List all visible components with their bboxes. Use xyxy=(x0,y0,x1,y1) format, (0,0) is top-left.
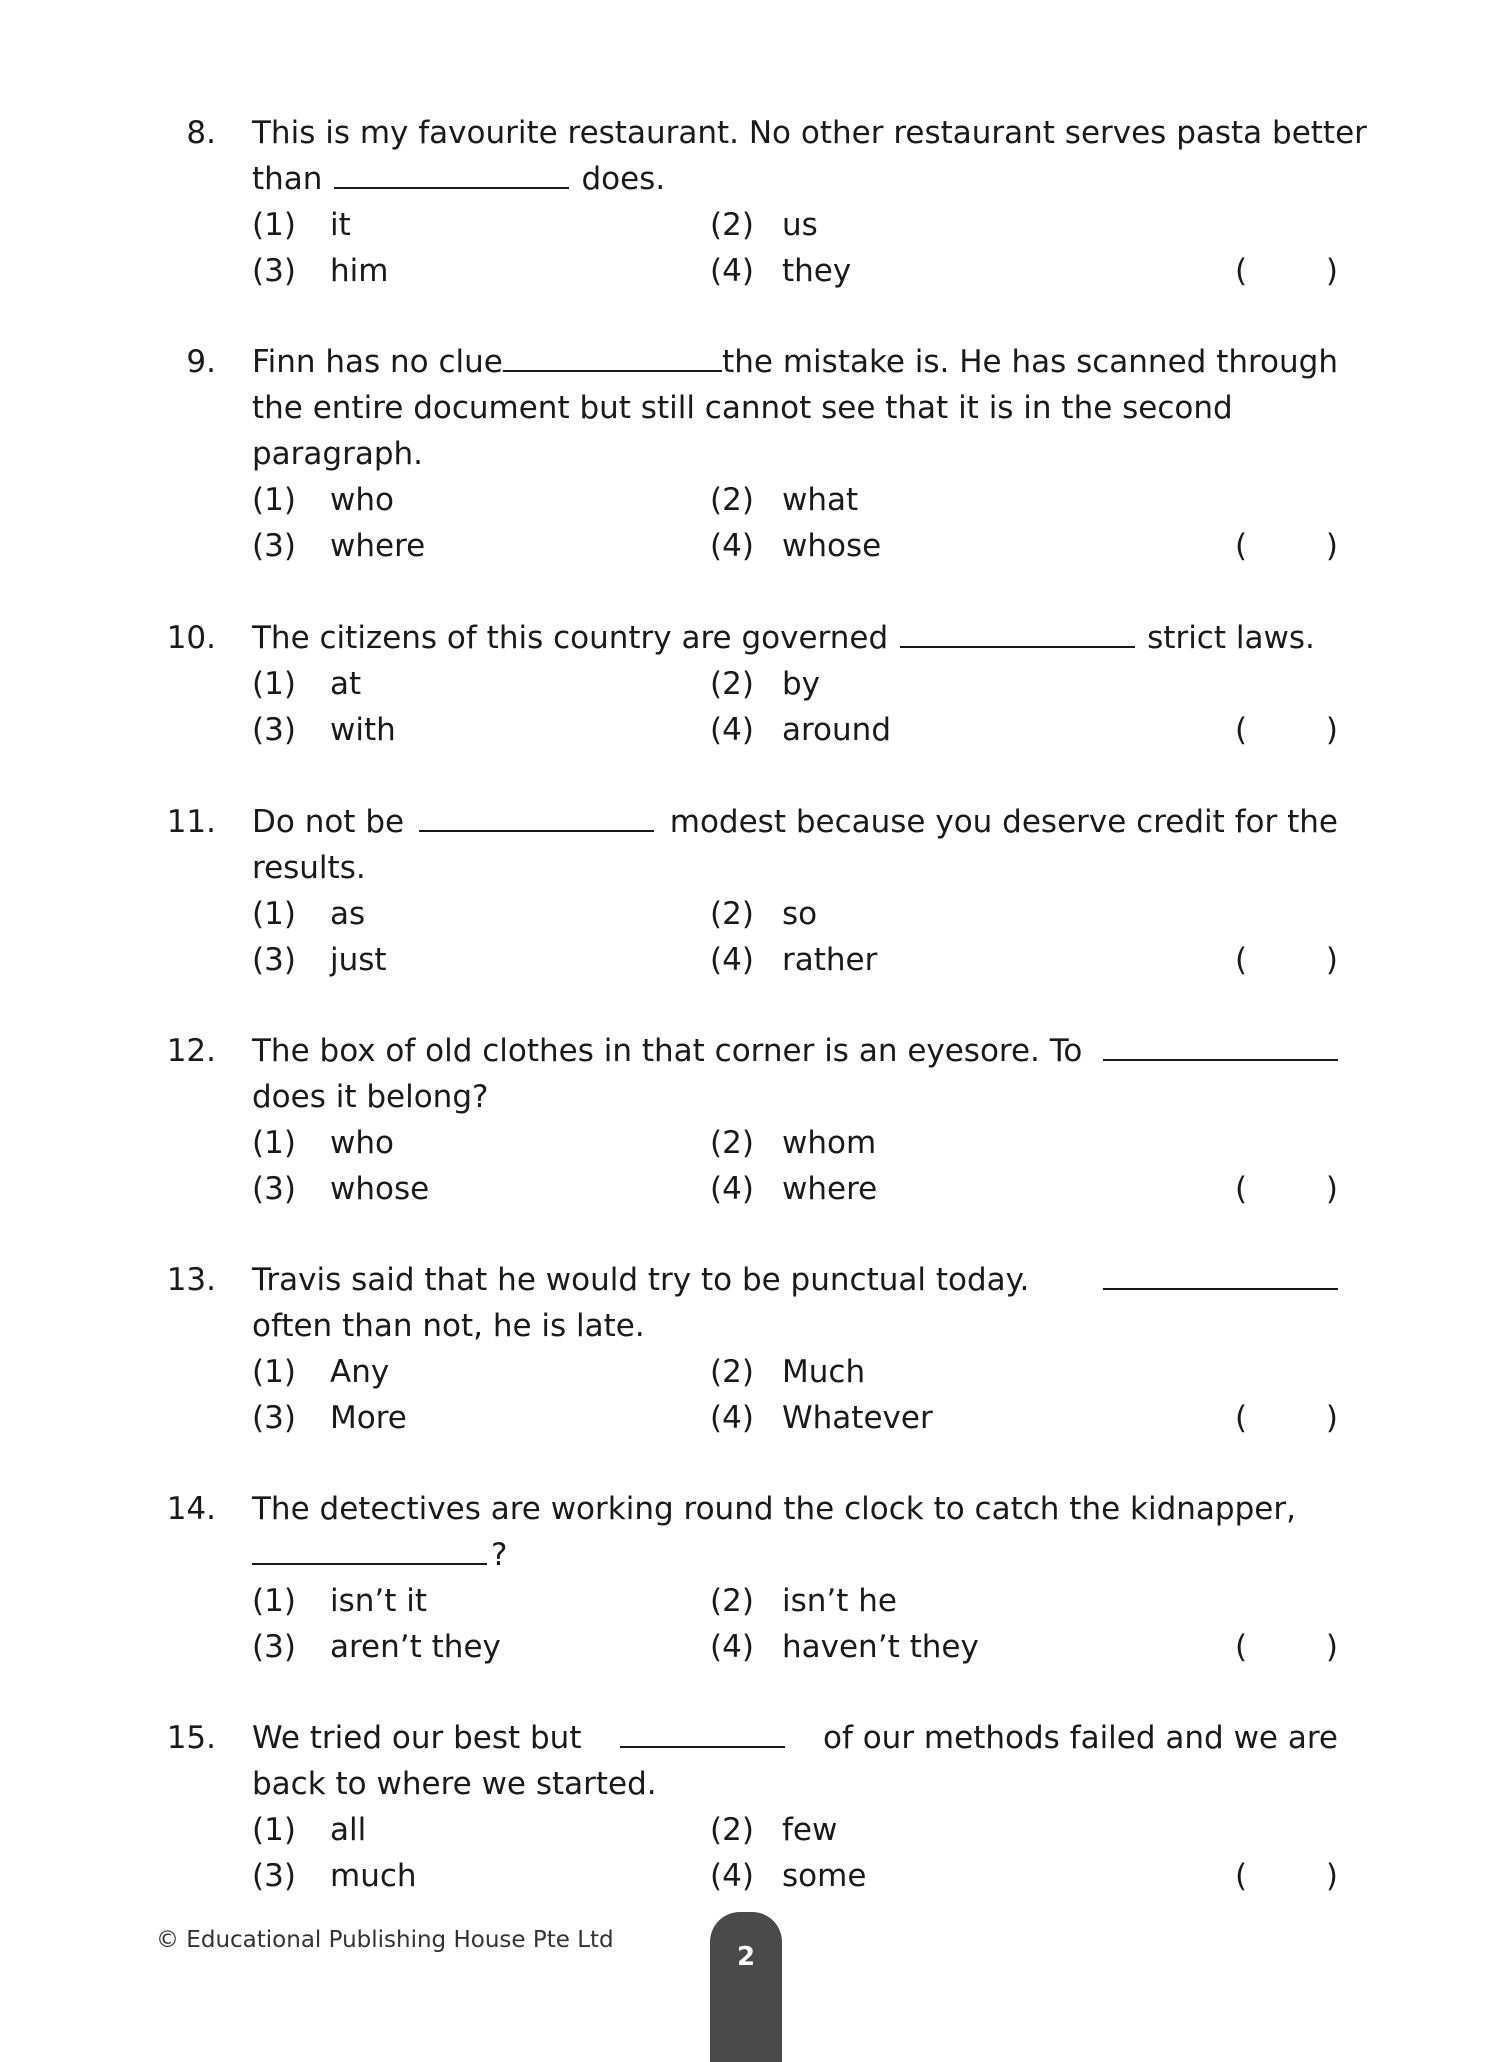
question-text-line xyxy=(252,1308,657,1344)
question-text: Travis said that he would try to be punctual today. xyxy=(252,1262,1030,1298)
question-text: strict laws. xyxy=(1147,620,1315,656)
question-number: 12. xyxy=(166,1033,216,1069)
answer-blank xyxy=(334,187,569,189)
option-text: so xyxy=(782,896,818,932)
option-text: Whatever xyxy=(782,1400,933,1436)
answer-bracket[interactable]: ( ) xyxy=(1235,712,1339,748)
option-number: (1) xyxy=(252,896,296,932)
option-text: it xyxy=(330,207,351,243)
question-text-line xyxy=(252,1079,500,1115)
question-number: 13. xyxy=(166,1262,216,1298)
answer-bracket[interactable]: ( ) xyxy=(1235,253,1339,289)
page-number: 2 xyxy=(736,1942,756,1972)
option-number: (2) xyxy=(710,1125,754,1161)
option-number: (1) xyxy=(252,666,296,702)
option-text: few xyxy=(782,1812,838,1848)
option-number: (1) xyxy=(252,1354,296,1390)
option-text: isn’t he xyxy=(782,1583,897,1619)
question-text-line xyxy=(252,850,378,886)
option-text: just xyxy=(330,942,387,978)
question-text-line xyxy=(252,161,677,197)
answer-blank xyxy=(252,1563,487,1565)
option-number: (2) xyxy=(710,1812,754,1848)
option-text: whose xyxy=(782,528,882,564)
option-number: (1) xyxy=(252,1583,296,1619)
option-number: (3) xyxy=(252,942,296,978)
question-text: does. xyxy=(581,161,666,197)
option-number: (3) xyxy=(252,1400,296,1436)
option-text: whom xyxy=(782,1125,877,1161)
option-text: him xyxy=(330,253,389,289)
question-text: back to where we started. xyxy=(252,1766,657,1802)
option-number: (4) xyxy=(710,1171,754,1207)
question-text: results. xyxy=(252,850,366,886)
option-number: (4) xyxy=(710,942,754,978)
question-text: The citizens of this country are governed xyxy=(252,620,889,656)
question-text-line xyxy=(252,1537,519,1573)
question-text-line xyxy=(252,1720,1338,1756)
option-text: More xyxy=(330,1400,407,1436)
option-text: who xyxy=(330,482,394,518)
question-text: often than not, he is late. xyxy=(252,1308,645,1344)
option-text: some xyxy=(782,1858,867,1894)
question-text: We tried our best but xyxy=(252,1720,582,1756)
option-text: where xyxy=(330,528,426,564)
question-text-line xyxy=(252,344,1338,380)
question-text: than xyxy=(252,161,323,197)
option-number: (4) xyxy=(710,1858,754,1894)
question-number: 15. xyxy=(166,1720,216,1756)
option-number: (2) xyxy=(710,1583,754,1619)
option-number: (4) xyxy=(710,1629,754,1665)
question-number: 11. xyxy=(166,804,216,840)
question-text: This is my favourite restaurant. No other restaurant serves pasta better xyxy=(252,115,1367,151)
copyright-text: © Educational Publishing House Pte Ltd xyxy=(156,1927,614,1953)
option-number: (3) xyxy=(252,1171,296,1207)
option-number: (4) xyxy=(710,1400,754,1436)
option-number: (4) xyxy=(710,528,754,564)
question-text-line xyxy=(252,804,1338,840)
page-number-tab xyxy=(710,1912,782,2062)
answer-blank xyxy=(900,646,1135,648)
option-text: where xyxy=(782,1171,878,1207)
question-text: The detectives are working round the clock to catch the kidnapper, xyxy=(252,1491,1296,1527)
option-text: by xyxy=(782,666,821,702)
option-number: (4) xyxy=(710,253,754,289)
option-number: (3) xyxy=(252,712,296,748)
question-text-line xyxy=(252,436,435,472)
option-number: (1) xyxy=(252,1812,296,1848)
question-text-line xyxy=(252,620,1327,656)
question-text: modest because you deserve credit for the xyxy=(669,804,1338,840)
option-text: at xyxy=(330,666,362,702)
option-number: (2) xyxy=(710,666,754,702)
question-text: the mistake is. He has scanned through xyxy=(722,344,1338,380)
answer-bracket[interactable]: ( ) xyxy=(1235,1858,1339,1894)
answer-blank xyxy=(1103,1059,1338,1061)
option-text: us xyxy=(782,207,818,243)
option-text: around xyxy=(782,712,891,748)
question-text-line xyxy=(252,1766,669,1802)
question-text-line xyxy=(252,1033,1338,1069)
answer-bracket[interactable]: ( ) xyxy=(1235,1629,1339,1665)
option-text: aren’t they xyxy=(330,1629,501,1665)
question-text-line xyxy=(252,115,1367,151)
option-number: (3) xyxy=(252,1858,296,1894)
option-text: haven’t they xyxy=(782,1629,979,1665)
option-text: with xyxy=(330,712,396,748)
question-number: 14. xyxy=(166,1491,216,1527)
option-text: who xyxy=(330,1125,394,1161)
question-text-line xyxy=(252,1262,1338,1298)
question-number: 9. xyxy=(186,344,216,380)
option-text: Much xyxy=(782,1354,866,1390)
option-number: (3) xyxy=(252,253,296,289)
option-number: (2) xyxy=(710,896,754,932)
option-number: (2) xyxy=(710,482,754,518)
question-number: 8. xyxy=(186,115,216,151)
option-number: (3) xyxy=(252,528,296,564)
answer-bracket[interactable]: ( ) xyxy=(1235,942,1339,978)
question-text-line xyxy=(252,1491,1338,1527)
question-text: Do not be xyxy=(252,804,405,840)
option-text: isn’t it xyxy=(330,1583,428,1619)
option-text: Any xyxy=(330,1354,390,1390)
option-text: what xyxy=(782,482,859,518)
question-number: 10. xyxy=(166,620,216,656)
option-number: (2) xyxy=(710,1354,754,1390)
answer-blank xyxy=(503,370,722,372)
option-text: all xyxy=(330,1812,367,1848)
answer-bracket[interactable]: ( ) xyxy=(1235,1171,1339,1207)
answer-blank xyxy=(1103,1288,1338,1290)
answer-blank xyxy=(620,1746,785,1748)
answer-blank xyxy=(419,830,654,832)
option-text: much xyxy=(330,1858,417,1894)
question-text: Finn has no clue xyxy=(252,344,503,380)
option-text: whose xyxy=(330,1171,430,1207)
answer-bracket[interactable]: ( ) xyxy=(1235,528,1339,564)
question-text: ? xyxy=(491,1537,508,1573)
option-number: (1) xyxy=(252,207,296,243)
option-number: (1) xyxy=(252,1125,296,1161)
question-text: the entire document but still cannot see that it is in the second xyxy=(252,390,1233,426)
option-text: as xyxy=(330,896,366,932)
question-text: The box of old clothes in that corner is an eyesore. To xyxy=(252,1033,1083,1069)
question-text: paragraph. xyxy=(252,436,424,472)
question-text: does it belong? xyxy=(252,1079,489,1115)
option-text: they xyxy=(782,253,852,289)
option-number: (2) xyxy=(710,207,754,243)
question-text: of our methods failed and we are xyxy=(822,1720,1338,1756)
option-number: (4) xyxy=(710,712,754,748)
answer-bracket[interactable]: ( ) xyxy=(1235,1400,1339,1436)
question-text-line xyxy=(252,390,1338,426)
option-number: (1) xyxy=(252,482,296,518)
option-text: rather xyxy=(782,942,878,978)
option-number: (3) xyxy=(252,1629,296,1665)
